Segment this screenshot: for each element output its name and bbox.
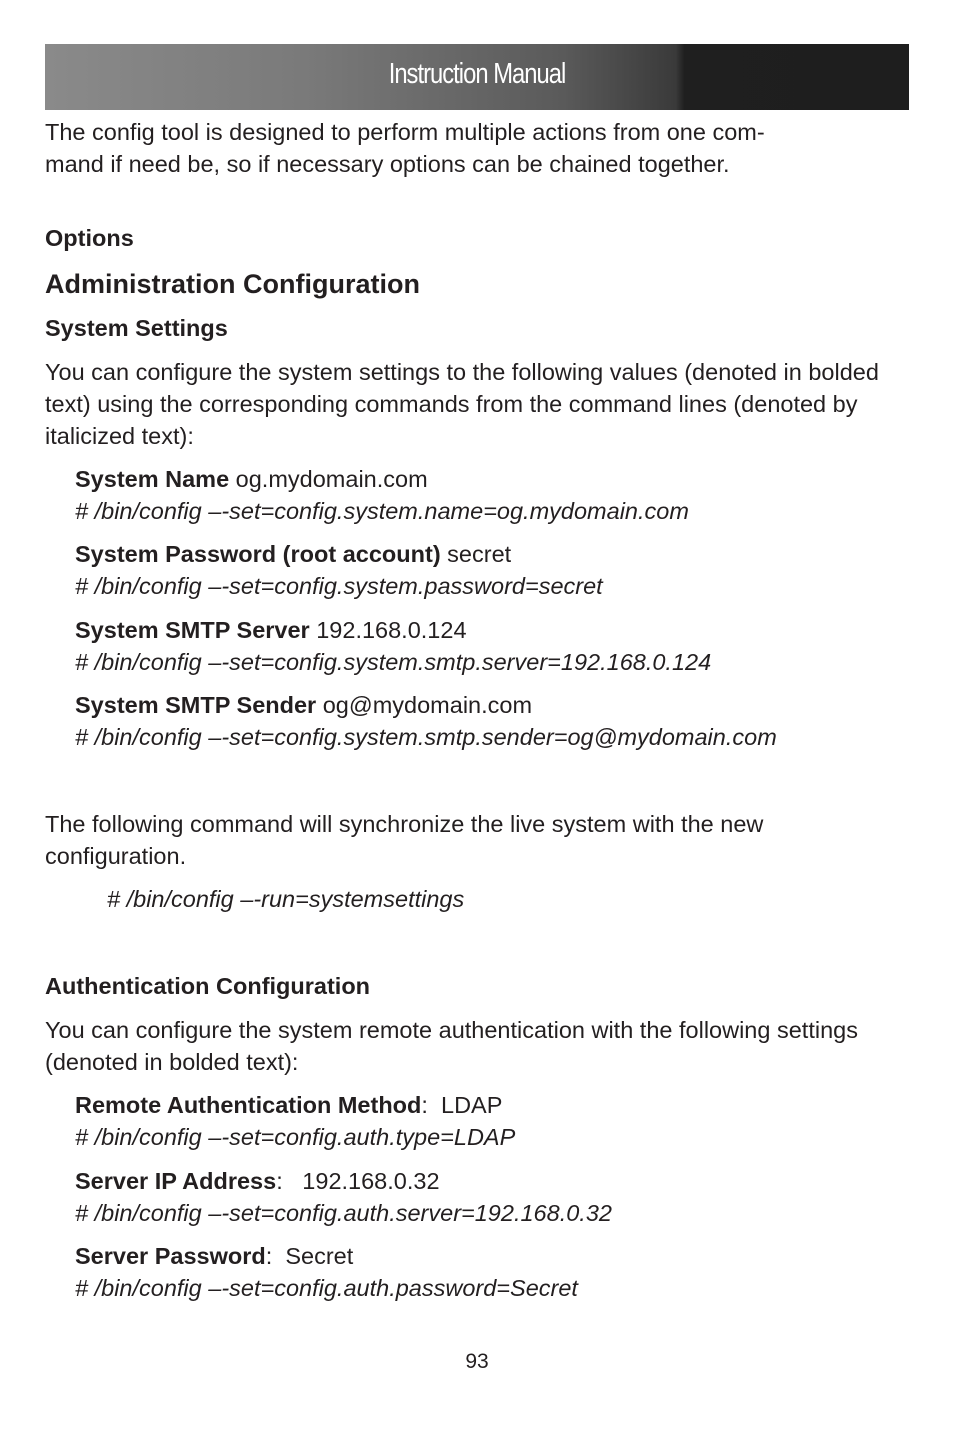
setting-command: # /bin/config –-set=config.system.smtp.server=192.168.0.124 bbox=[75, 649, 712, 675]
setting-command: # /bin/config –-set=config.system.password=secret bbox=[75, 573, 603, 599]
intro-line-1: The config tool is designed to perform multiple actions from one com- bbox=[45, 119, 765, 145]
options-heading: Options bbox=[45, 225, 134, 251]
intro-paragraph bbox=[45, 116, 909, 180]
setting-value: 192.168.0.124 bbox=[309, 617, 467, 643]
auth-heading: Authentication Configuration bbox=[45, 973, 371, 999]
auth-label: Server Password bbox=[75, 1243, 266, 1269]
setting-value: secret bbox=[440, 541, 512, 567]
setting-label: System Password (root account) bbox=[75, 541, 441, 567]
auth-command: # /bin/config –-set=config.auth.password=Secret bbox=[75, 1275, 578, 1301]
setting-item-system-name bbox=[75, 463, 909, 527]
admin-heading: Administration Configuration bbox=[45, 269, 420, 299]
setting-command: # /bin/config –-set=config.system.smtp.sender=og@mydomain.com bbox=[75, 724, 777, 750]
setting-label: System Name bbox=[75, 466, 230, 492]
intro-line-2: mand if need be, so if necessary options can be chained together. bbox=[45, 151, 730, 177]
setting-label: System SMTP Server bbox=[75, 617, 310, 643]
sync-command: # /bin/config –-run=systemsettings bbox=[107, 886, 465, 912]
auth-item-server-ip bbox=[75, 1165, 909, 1229]
system-settings-description: You can configure the system settings to the following values (denoted in bolded text) using the corresponding commands from the command lines (denoted by italicized text): bbox=[45, 359, 879, 449]
auth-command: # /bin/config –-set=config.auth.server=192.168.0.32 bbox=[75, 1200, 612, 1226]
auth-label: Server IP Address bbox=[75, 1168, 277, 1194]
auth-value: : Secret bbox=[265, 1243, 354, 1269]
page-content bbox=[45, 115, 909, 1304]
setting-item-smtp-server bbox=[75, 614, 909, 678]
auth-label: Remote Authentication Method bbox=[75, 1092, 422, 1118]
auth-item-method bbox=[75, 1089, 909, 1153]
auth-settings-list bbox=[45, 1089, 909, 1304]
auth-item-server-password bbox=[75, 1240, 909, 1304]
auth-description: You can configure the system remote authentication with the following settings (denoted in bolded text): bbox=[45, 1017, 858, 1075]
auth-command: # /bin/config –-set=config.auth.type=LDAP bbox=[75, 1124, 516, 1150]
page-header bbox=[45, 44, 909, 110]
auth-value: : LDAP bbox=[421, 1092, 503, 1118]
setting-item-smtp-sender bbox=[75, 689, 909, 753]
setting-label: System SMTP Sender bbox=[75, 692, 317, 718]
sync-description: The following command will synchronize the live system with the new configuration. bbox=[45, 811, 764, 869]
system-settings-list bbox=[45, 463, 909, 753]
system-settings-heading: System Settings bbox=[45, 315, 228, 341]
page-number: 93 bbox=[465, 1350, 489, 1373]
setting-value: og.mydomain.com bbox=[229, 466, 428, 492]
setting-command: # /bin/config –-set=config.system.name=og.mydomain.com bbox=[75, 498, 689, 524]
setting-value: og@mydomain.com bbox=[316, 692, 533, 718]
header-title: Instruction Manual bbox=[388, 58, 566, 90]
auth-value: : 192.168.0.32 bbox=[276, 1168, 440, 1194]
setting-item-system-password bbox=[75, 538, 909, 602]
